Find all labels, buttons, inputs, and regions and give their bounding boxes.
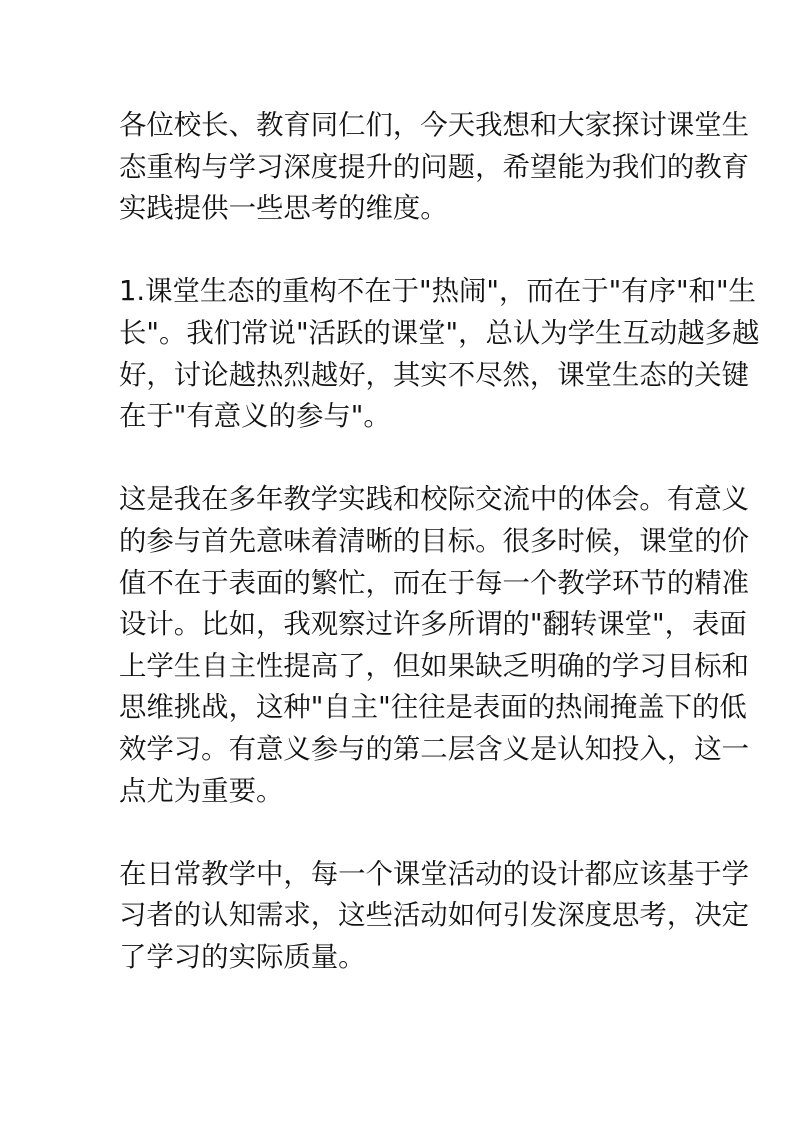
paragraph-experience bbox=[119, 479, 749, 812]
text-line: 这是我在多年教学实践和校际交流中的体会。有意义 bbox=[119, 484, 749, 516]
text-line: 在于"有意义的参与"。 bbox=[119, 401, 391, 433]
text-line: 效学习。有意义参与的第二层含义是认知投入，这一 bbox=[119, 733, 749, 765]
text-line: 1.课堂生态的重构不在于"热闹"，而在于"有序"和"生 bbox=[119, 276, 756, 308]
text-line: 态重构与学习深度提升的问题，希望能为我们的教育 bbox=[119, 151, 749, 183]
paragraph-daily-teaching bbox=[119, 854, 749, 979]
text-line: 设计。比如，我观察过许多所谓的"翻转课堂"，表面 bbox=[119, 609, 747, 641]
text-line: 思维挑战，这种"自主"往往是表面的热闹掩盖下的低 bbox=[119, 692, 747, 724]
text-line: 值不在于表面的繁忙，而在于每一个教学环节的精准 bbox=[119, 567, 749, 599]
text-line: 长"。我们常说"活跃的课堂"，总认为学生互动越多越 bbox=[119, 317, 760, 349]
text-line: 了学习的实际质量。 bbox=[119, 941, 366, 973]
document-page bbox=[119, 105, 760, 978]
paragraph-point-1 bbox=[119, 271, 760, 437]
text-line: 实践提供一些思考的维度。 bbox=[119, 193, 448, 225]
paragraph-spacer bbox=[119, 812, 699, 854]
text-line: 习者的认知需求，这些活动如何引发深度思考，决定 bbox=[119, 900, 749, 932]
text-line: 在日常教学中，每一个课堂活动的设计都应该基于学 bbox=[119, 858, 749, 890]
text-line: 的参与首先意味着清晰的目标。很多时候，课堂的价 bbox=[119, 525, 749, 557]
paragraph-spacer bbox=[119, 230, 699, 272]
text-line: 点尤为重要。 bbox=[119, 775, 284, 807]
text-line: 上学生自主性提高了，但如果缺乏明确的学习目标和 bbox=[119, 650, 749, 682]
text-line: 好，讨论越热烈越好，其实不尽然，课堂生态的关键 bbox=[119, 359, 749, 391]
paragraph-spacer bbox=[119, 438, 699, 480]
paragraph-intro bbox=[119, 105, 749, 230]
text-line: 各位校长、教育同仁们，今天我想和大家探讨课堂生 bbox=[119, 110, 749, 141]
